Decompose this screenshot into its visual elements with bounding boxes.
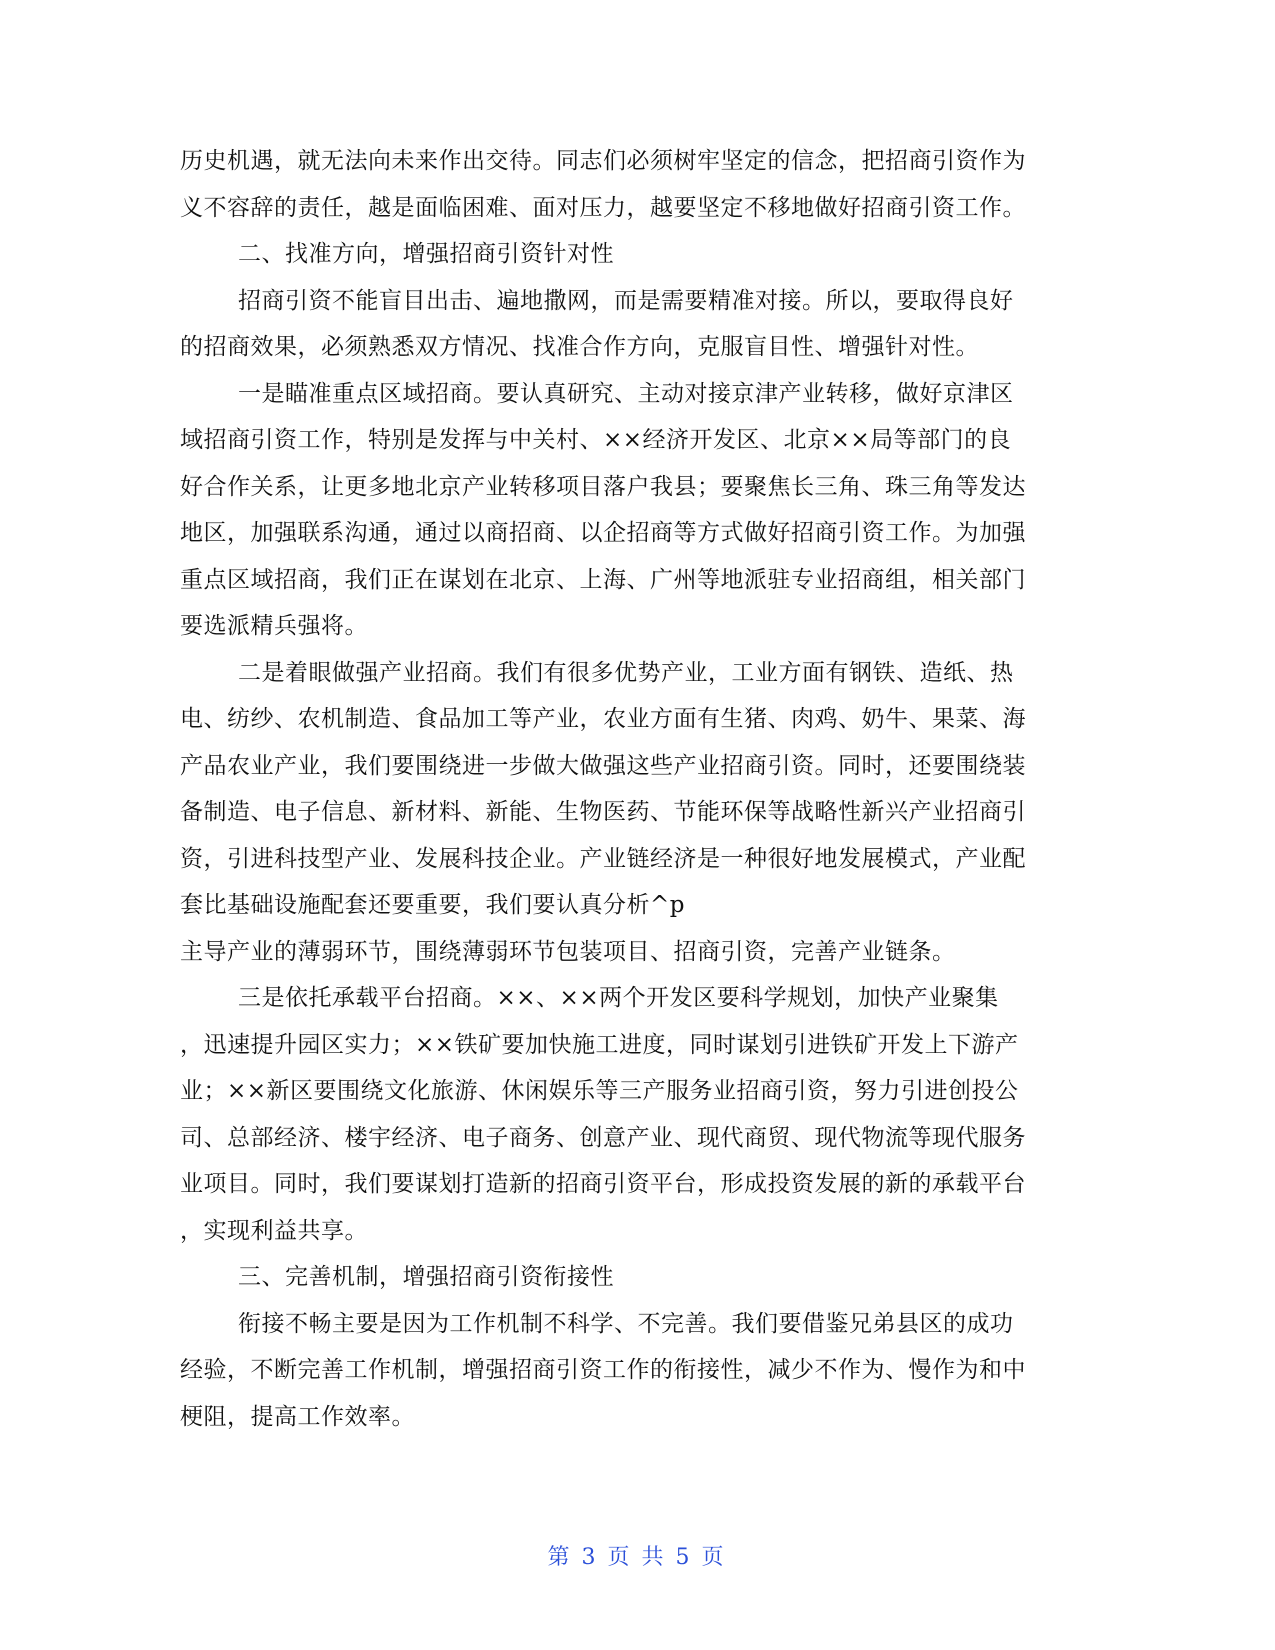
text-line: 套比基础设施配套还要重要，我们要认真分析^p xyxy=(180,892,685,918)
text-line: 要选派精兵强将。 xyxy=(180,613,368,639)
text-line: 业；××新区要围绕文化旅游、休闲娱乐等三产服务业招商引资，努力引进创投公 xyxy=(180,1078,1019,1104)
text-line: 业项目。同时，我们要谋划打造新的招商引资平台，形成投资发展的新的承载平台 xyxy=(180,1171,1026,1197)
text-line: 经验，不断完善工作机制，增强招商引资工作的衔接性，减少不作为、慢作为和中 xyxy=(180,1357,1026,1383)
text-line: 一是瞄准重点区域招商。要认真研究、主动对接京津产业转移，做好京津区 xyxy=(238,380,1014,407)
text-line: 二、找准方向，增强招商引资针对性 xyxy=(238,241,614,267)
total-prefix: 共 xyxy=(641,1545,668,1570)
text-line: 主导产业的薄弱环节，围绕薄弱环节包装项目、招商引资，完善产业链条。 xyxy=(180,938,956,965)
text-line: 备制造、电子信息、新材料、新能、生物医药、节能环保等战略性新兴产业招商引 xyxy=(180,799,1026,825)
total-suffix: 页 xyxy=(701,1545,728,1570)
text-line: 电、纺纱、农机制造、食品加工等产业，农业方面有生猪、肉鸡、奶牛、果菜、海 xyxy=(180,706,1026,732)
text-line: 三、完善机制，增强招商引资衔接性 xyxy=(238,1264,614,1290)
text-line: ，实现利益共享。 xyxy=(180,1217,368,1244)
text-line: 好合作关系，让更多地北京产业转移项目落户我县；要聚焦长三角、珠三角等发达 xyxy=(180,473,1026,500)
page-footer xyxy=(0,1540,1275,1571)
text-line: 历史机遇，就无法向未来作出交待。同志们必须树牢坚定的信念，把招商引资作为 xyxy=(180,148,1026,174)
page-label-mid: 页 xyxy=(607,1545,634,1570)
page-number: 3 xyxy=(581,1545,600,1570)
text-line: 重点区域招商，我们正在谋划在北京、上海、广州等地派驻专业招商组，相关部门 xyxy=(180,566,1026,593)
text-line: 资，引进科技型产业、发展科技企业。产业链经济是一种很好地发展模式，产业配 xyxy=(180,845,1026,872)
text-line: 二是着眼做强产业招商。我们有很多优势产业，工业方面有钢铁、造纸、热 xyxy=(238,659,1014,686)
total-pages: 5 xyxy=(675,1545,694,1570)
text-line: 梗阻，提高工作效率。 xyxy=(180,1403,415,1430)
text-line: 司、总部经济、楼宇经济、电子商务、创意产业、现代商贸、现代物流等现代服务 xyxy=(180,1124,1026,1151)
text-line: 衔接不畅主要是因为工作机制不科学、不完善。我们要借鉴兄弟县区的成功 xyxy=(238,1310,1014,1337)
text-line: 三是依托承载平台招商。××、××两个开发区要科学规划，加快产业聚集 xyxy=(238,985,999,1011)
text-line: 产品农业产业，我们要围绕进一步做大做强这些产业招商引资。同时，还要围绕装 xyxy=(180,752,1026,779)
text-line: 的招商效果，必须熟悉双方情况、找准合作方向，克服盲目性、增强针对性。 xyxy=(180,334,979,360)
text-line: 义不容辞的责任，越是面临困难、面对压力，越要坚定不移地做好招商引资工作。 xyxy=(180,194,1026,221)
document-body xyxy=(180,138,1180,1440)
text-line: 地区，加强联系沟通，通过以商招商、以企招商等方式做好招商引资工作。为加强 xyxy=(180,520,1026,546)
text-line: 招商引资不能盲目出击、遍地撒网，而是需要精准对接。所以，要取得良好 xyxy=(238,287,1014,314)
text-line: ，迅速提升园区实力；××铁矿要加快施工进度，同时谋划引进铁矿开发上下游产 xyxy=(180,1031,1019,1058)
text-line: 域招商引资工作，特别是发挥与中关村、××经济开发区、北京××局等部门的良 xyxy=(180,427,1012,453)
page-label-prefix: 第 xyxy=(547,1545,574,1570)
